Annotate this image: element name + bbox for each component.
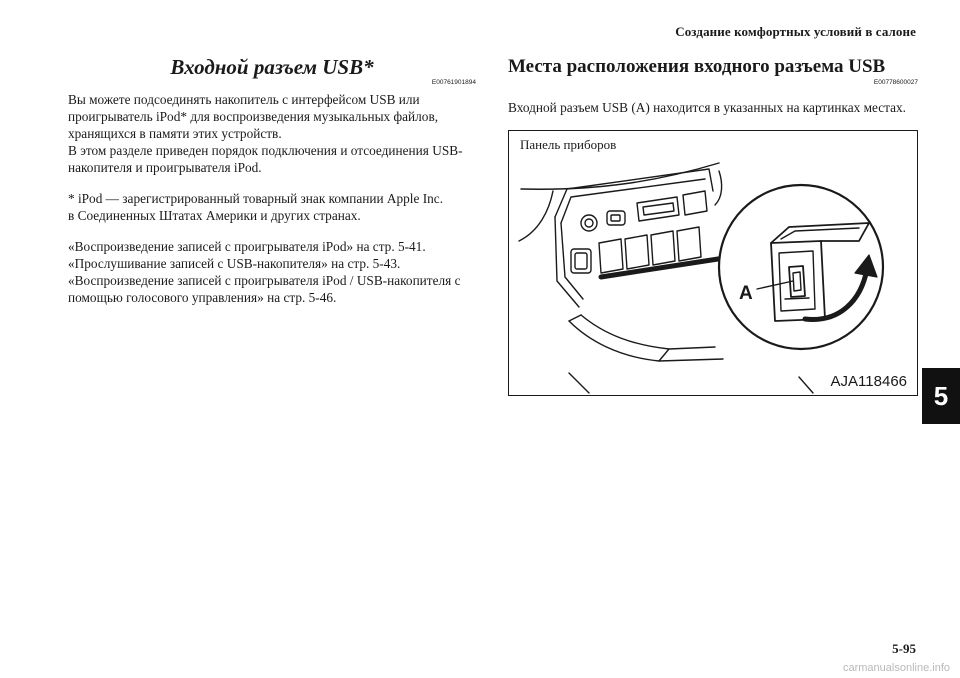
chapter-tab: 5	[922, 368, 960, 424]
usb-location-figure	[508, 130, 918, 396]
intro-paragraph: Вы можете подсоединять накопитель с интерфейсом USB или проигрыватель iPod* для воспроизведения музыкальных файлов, хранящихся в памяти этих устройств.	[68, 92, 439, 141]
footnote-line-2: в Соединенных Штатах Америки и других странах.	[68, 208, 361, 223]
scope-paragraph: В этом разделе приведен порядок подключения и отсоединения USB-накопителя и проигрывателя iPod.	[68, 143, 463, 175]
usb-marker-a: A	[739, 283, 753, 304]
reference-ipod: «Воспроизведение записей с проигрывателя iPod» на стр. 5-41.	[68, 239, 426, 254]
footnote-line-1: * iPod — зарегистрированный товарный знак компании Apple Inc.	[68, 191, 444, 206]
usb-section-title: Входной разъем USB*	[170, 55, 374, 79]
location-paragraph: Входной разъем USB (A) находится в указанных на картинках местах.	[508, 100, 907, 115]
location-section-title: Места расположения входного разъема USB	[508, 56, 886, 77]
watermark: carmanualsonline.info	[842, 662, 950, 674]
figure-label: Панель приборов	[520, 137, 617, 152]
page-number: 5-95	[892, 641, 916, 656]
right-column	[508, 54, 918, 116]
dashboard-illustration	[509, 131, 918, 396]
location-section-code: E00778600027	[873, 79, 918, 86]
reference-voice: «Воспроизведение записей с проигрывателя iPod / USB-накопителя с помощью голосового управления» на стр. 5-46.	[68, 273, 461, 305]
figure-code: AJA118466	[830, 373, 907, 390]
left-column	[68, 54, 476, 306]
usb-section-code: E00761901894	[431, 79, 476, 86]
header-title: Создание комфортных условий в салоне	[675, 24, 916, 39]
reference-usb: «Прослушивание записей с USB-накопителя» на стр. 5-43.	[68, 256, 401, 271]
